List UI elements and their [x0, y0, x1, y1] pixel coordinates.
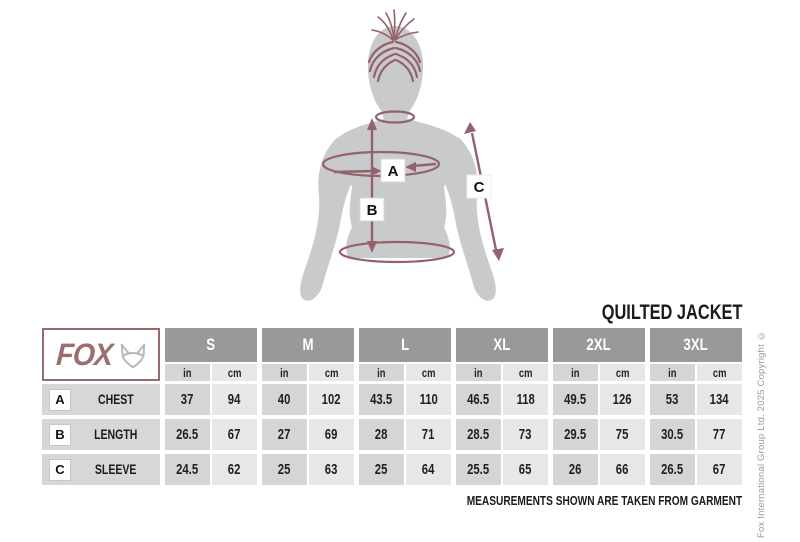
sleeve-3xl-cm: 67: [697, 454, 742, 485]
row-key-b: B: [49, 424, 71, 446]
unit-header-in: in: [165, 364, 210, 381]
row-label-sleeve: SLEEVE: [94, 462, 137, 477]
length-l-in: 28: [359, 419, 404, 450]
sleeve-m-in: 25: [262, 454, 307, 485]
sleeve-2xl-cm: 66: [600, 454, 645, 485]
sleeve-m-cm: 63: [309, 454, 354, 485]
chest-m-cm: 102: [309, 384, 354, 415]
label-a: A: [387, 163, 399, 180]
torso-shape: [334, 119, 462, 258]
unit-header-cm: cm: [697, 364, 742, 381]
row-key-c: C: [49, 459, 71, 481]
head-shape: [368, 26, 423, 125]
unit-header-in: in: [553, 364, 598, 381]
unit-header-cm: cm: [503, 364, 548, 381]
sleeve-xl-in: 25.5: [456, 454, 501, 485]
chest-2xl-cm: 126: [600, 384, 645, 415]
sleeve-s-in: 24.5: [165, 454, 210, 485]
fox-logo-box: [42, 328, 160, 381]
label-b: B: [366, 202, 378, 219]
row-key-a: A: [49, 389, 71, 411]
unit-header-cm: cm: [406, 364, 451, 381]
unit-header-in: in: [650, 364, 695, 381]
sleeve-3xl-in: 26.5: [650, 454, 695, 485]
chest-3xl-in: 53: [650, 384, 695, 415]
size-header-xl: XL: [456, 328, 548, 362]
size-header-m: M: [262, 328, 354, 362]
length-m-cm: 69: [309, 419, 354, 450]
length-s-in: 26.5: [165, 419, 210, 450]
unit-header-in: in: [359, 364, 404, 381]
chest-xl-cm: 118: [503, 384, 548, 415]
unit-header-in: in: [456, 364, 501, 381]
length-s-cm: 67: [212, 419, 257, 450]
label-c: C: [473, 179, 485, 196]
sleeve-l-in: 25: [359, 454, 404, 485]
length-l-cm: 71: [406, 419, 451, 450]
length-3xl-in: 30.5: [650, 419, 695, 450]
size-header-l: L: [359, 328, 451, 362]
chest-xl-in: 46.5: [456, 384, 501, 415]
length-3xl-cm: 77: [697, 419, 742, 450]
length-xl-in: 28.5: [456, 419, 501, 450]
chest-m-in: 40: [262, 384, 307, 415]
fox-logo-text: FOX: [54, 337, 114, 372]
unit-header-cm: cm: [600, 364, 645, 381]
row-label-length: LENGTH: [93, 427, 138, 442]
sleeve-s-cm: 62: [212, 454, 257, 485]
length-2xl-cm: 75: [600, 419, 645, 450]
table-row-length: [42, 419, 742, 450]
page-title: QUILTED JACKET: [601, 301, 742, 324]
row-label-chest: CHEST: [97, 392, 134, 407]
size-header-s: S: [165, 328, 257, 362]
sleeve-2xl-in: 26: [553, 454, 598, 485]
footnote: MEASUREMENTS SHOWN ARE TAKEN FROM GARMENT: [466, 493, 742, 508]
table-row-sleeve: [42, 454, 742, 485]
chest-3xl-cm: 134: [697, 384, 742, 415]
chest-s-cm: 94: [212, 384, 257, 415]
unit-header-in: in: [262, 364, 307, 381]
size-header-2xl: 2XL: [553, 328, 645, 362]
chest-s-in: 37: [165, 384, 210, 415]
unit-header-cm: cm: [212, 364, 257, 381]
unit-header-cm: cm: [309, 364, 354, 381]
length-m-in: 27: [262, 419, 307, 450]
chest-2xl-in: 49.5: [553, 384, 598, 415]
size-table: [42, 328, 742, 489]
size-header-3xl: 3XL: [650, 328, 742, 362]
table-row-chest: [42, 384, 742, 415]
length-xl-cm: 73: [503, 419, 548, 450]
chest-l-cm: 110: [406, 384, 451, 415]
copyright-text: Fox International Group Ltd. 2025 Copyright ©: [756, 329, 767, 538]
sleeve-l-cm: 64: [406, 454, 451, 485]
sleeve-xl-cm: 65: [503, 454, 548, 485]
length-2xl-in: 29.5: [553, 419, 598, 450]
fox-head-icon: [118, 343, 148, 369]
chest-l-in: 43.5: [359, 384, 404, 415]
